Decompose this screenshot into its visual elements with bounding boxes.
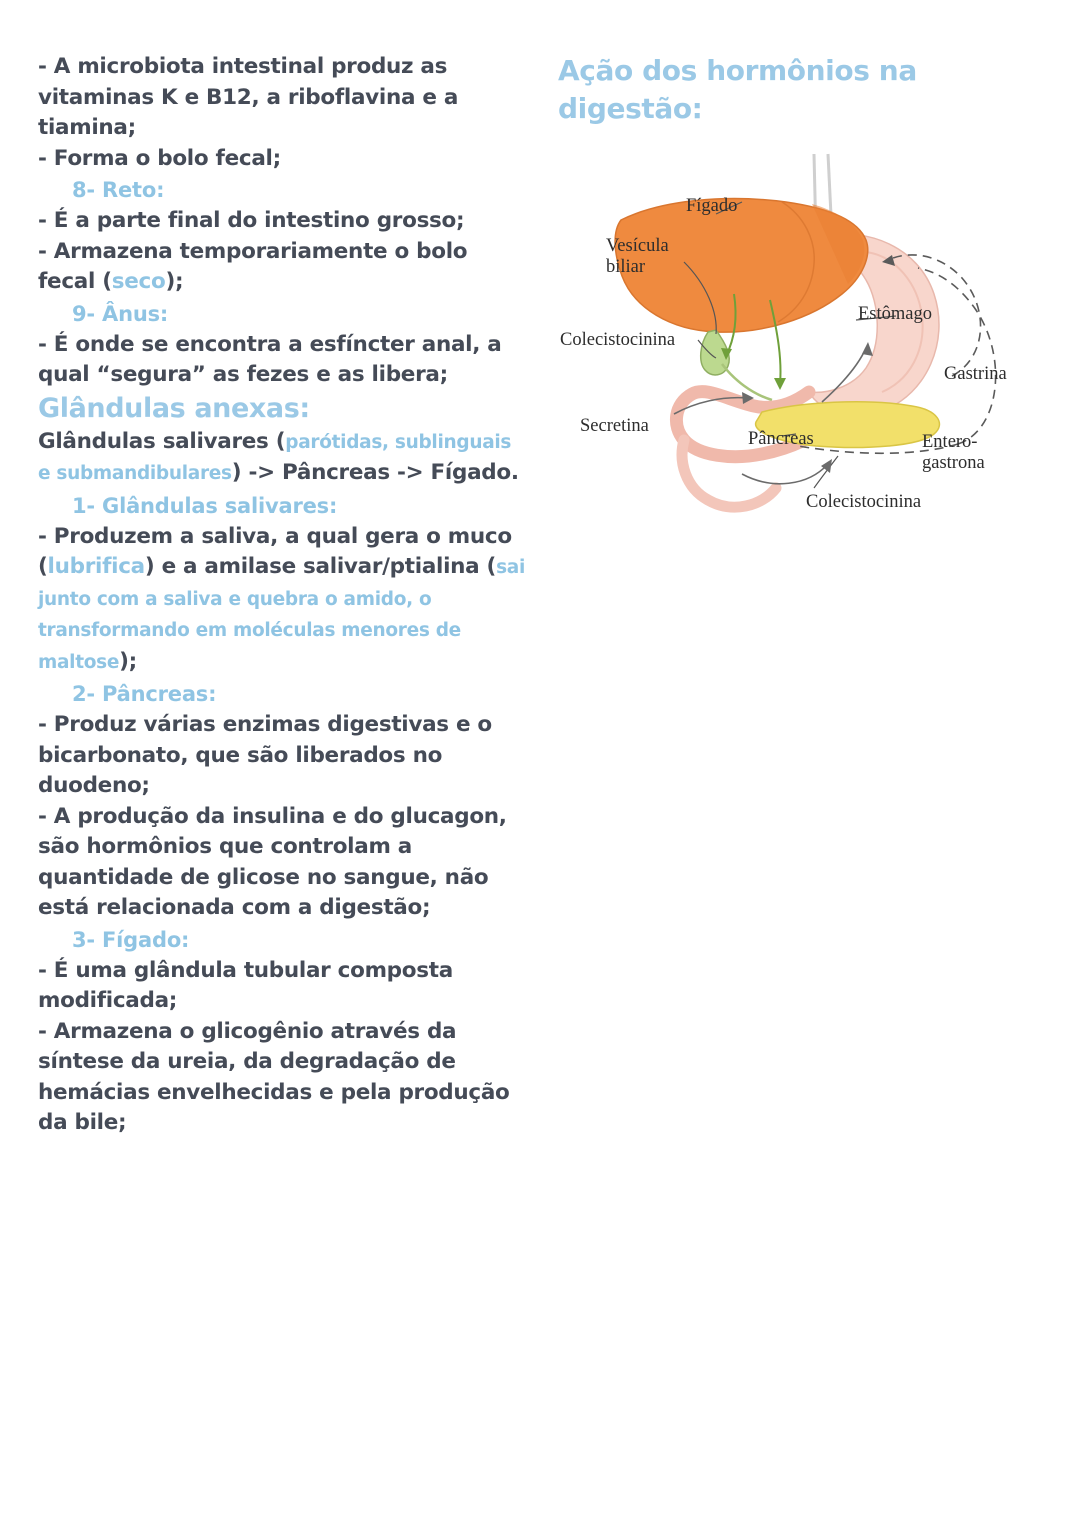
diagram-label-colecistocinina-top: Colecistocinina: [560, 330, 676, 350]
diagram-label-gastrina: Gastrina: [944, 364, 1007, 384]
inline-note-ptialina: sai junto com a saliva e quebra o amido, o transformando em moléculas menores de maltose: [38, 557, 526, 673]
note-line: - Armazena o glicogênio através da síntese da ureia, da degradação de hemácias envelhecidas e pela produção da bile;: [38, 1018, 510, 1135]
note-line: - A microbiota intestinal produz as vitaminas K e B12, a riboflavina e a tiamina;: [38, 54, 459, 140]
diagram-illustration: [566, 144, 1036, 564]
diagram-label-enterogastrona: Entero- gastrona: [922, 432, 985, 473]
digestive-hormones-diagram: [560, 144, 1036, 564]
subheading-pancreas: 2- Pâncreas:: [72, 682, 217, 706]
diagram-label-pancreas: Pâncreas: [748, 429, 814, 449]
left-text-column: [38, 52, 526, 1527]
note-line: - Armazena temporariamente o bolo fecal (seco);: [38, 238, 468, 294]
section-heading-glandulas-anexas: Glândulas anexas:: [38, 392, 310, 424]
note-line: - É a parte final do intestino grosso;: [38, 208, 465, 233]
note-line: - É uma glândula tubular composta modificada;: [38, 957, 453, 1013]
diagram-label-secretina: Secretina: [580, 416, 649, 436]
right-column: [526, 52, 1046, 1527]
note-line: - É onde se encontra a esfíncter anal, a qual “segura” as fezes e as libera;: [38, 331, 502, 387]
subheading-reto: 8- Reto:: [72, 178, 165, 202]
note-line: - Produzem a saliva, a qual gera o muco (lubrifica) e a amilase salivar/ptialina (sai junto com a saliva e quebra o amido, o transformando em moléculas menores de maltose);: [38, 523, 526, 674]
inline-note-seco: seco: [111, 269, 166, 294]
diagram-label-estomago: Estômago: [858, 304, 932, 324]
subheading-anus: 9- Ânus:: [72, 301, 169, 326]
diagram-label-vesicula-biliar: Vesícula biliar: [606, 236, 669, 277]
subheading-figado: 3- Fígado:: [72, 927, 190, 952]
diagram-label-colecistocinina-bottom: Colecistocinina: [806, 492, 922, 512]
inline-note-lubrifica: lubrifica: [47, 554, 145, 579]
subheading-glandulas-salivares: 1- Glândulas salivares:: [72, 493, 338, 518]
diagram-label-figado: Fígado: [686, 196, 738, 216]
note-line: - Forma o bolo fecal;: [38, 145, 281, 171]
note-line: - Produz várias enzimas digestivas e o bicarbonato, que são liberados no duodeno;: [38, 712, 492, 798]
inline-note-glandulas-tipos: parótidas, sublinguais e submandibulares: [38, 431, 512, 484]
right-column-title: Ação dos hormônios na digestão:: [558, 54, 917, 125]
note-line: Glândulas salivares (parótidas, sublinguais e submandibulares) -> Pâncreas -> Fígado.: [38, 428, 519, 485]
note-line: - A produção da insulina e do glucagon, são hormônios que controlam a quantidade de glicose no sangue, não está relacionada com a digestão;: [38, 803, 507, 920]
